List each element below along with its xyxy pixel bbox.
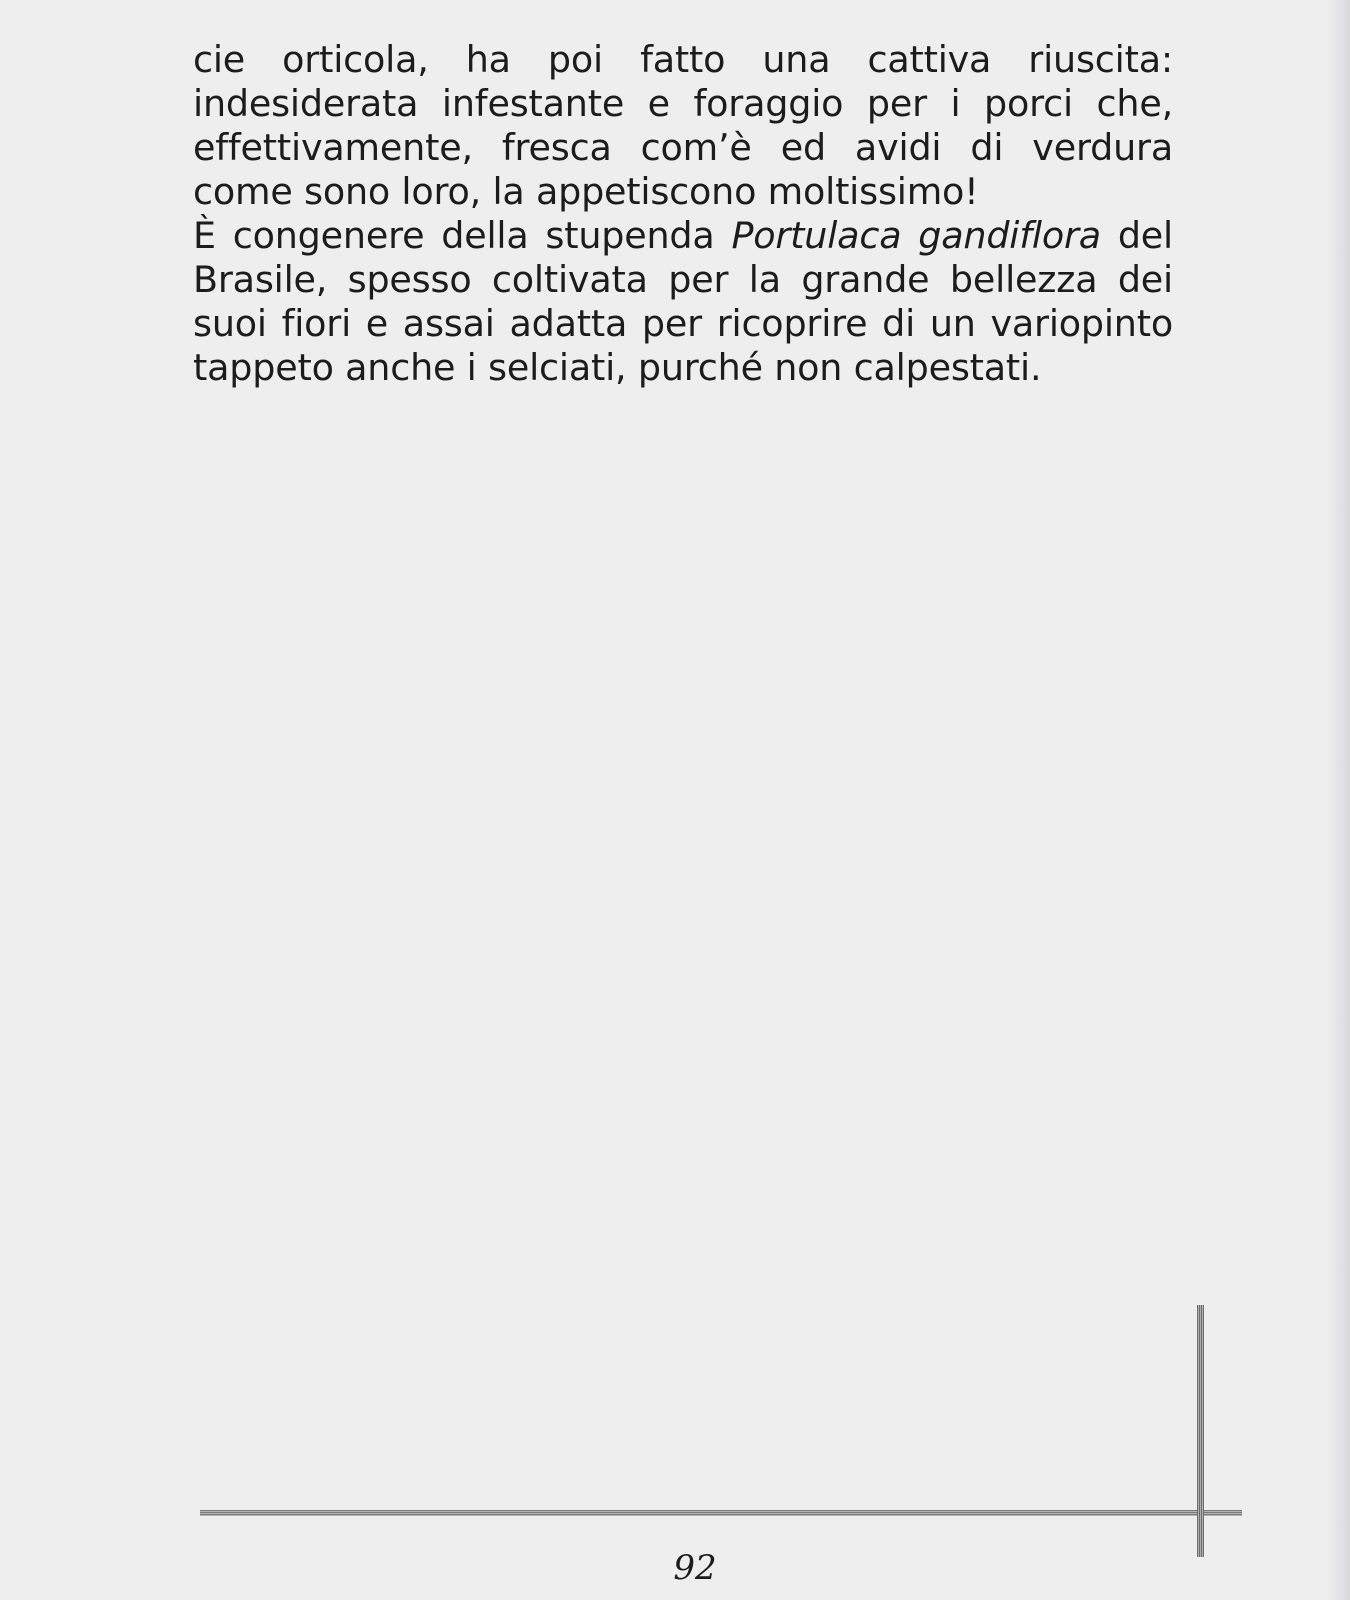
- paragraph-1: cie orticola, ha poi fatto una cattiva riuscita: indesiderata infestante e foraggio per i porci che, effettivamente, fresca com’è ed avidi di verdura come sono loro, la appetiscono moltissimo!: [193, 38, 1173, 213]
- paragraph-2: [193, 214, 1173, 390]
- page-edge-shadow: [1328, 0, 1350, 1600]
- paragraph-2-end: del Brasile, spesso coltivata per la grande bellezza dei suoi fiori e assai adatta per ricoprire di un variopinto tappeto anche i selciati, purché non calpestati.: [193, 214, 1173, 389]
- body-text: [193, 38, 1173, 390]
- footer-horizontal-rule: [200, 1510, 1242, 1516]
- page-number: 92: [673, 1548, 717, 1588]
- corner-vertical-rule: [1197, 1305, 1204, 1557]
- paragraph-2-start: È congenere della stupenda: [193, 214, 732, 257]
- species-name: Portulaca gandiflora: [731, 214, 1101, 257]
